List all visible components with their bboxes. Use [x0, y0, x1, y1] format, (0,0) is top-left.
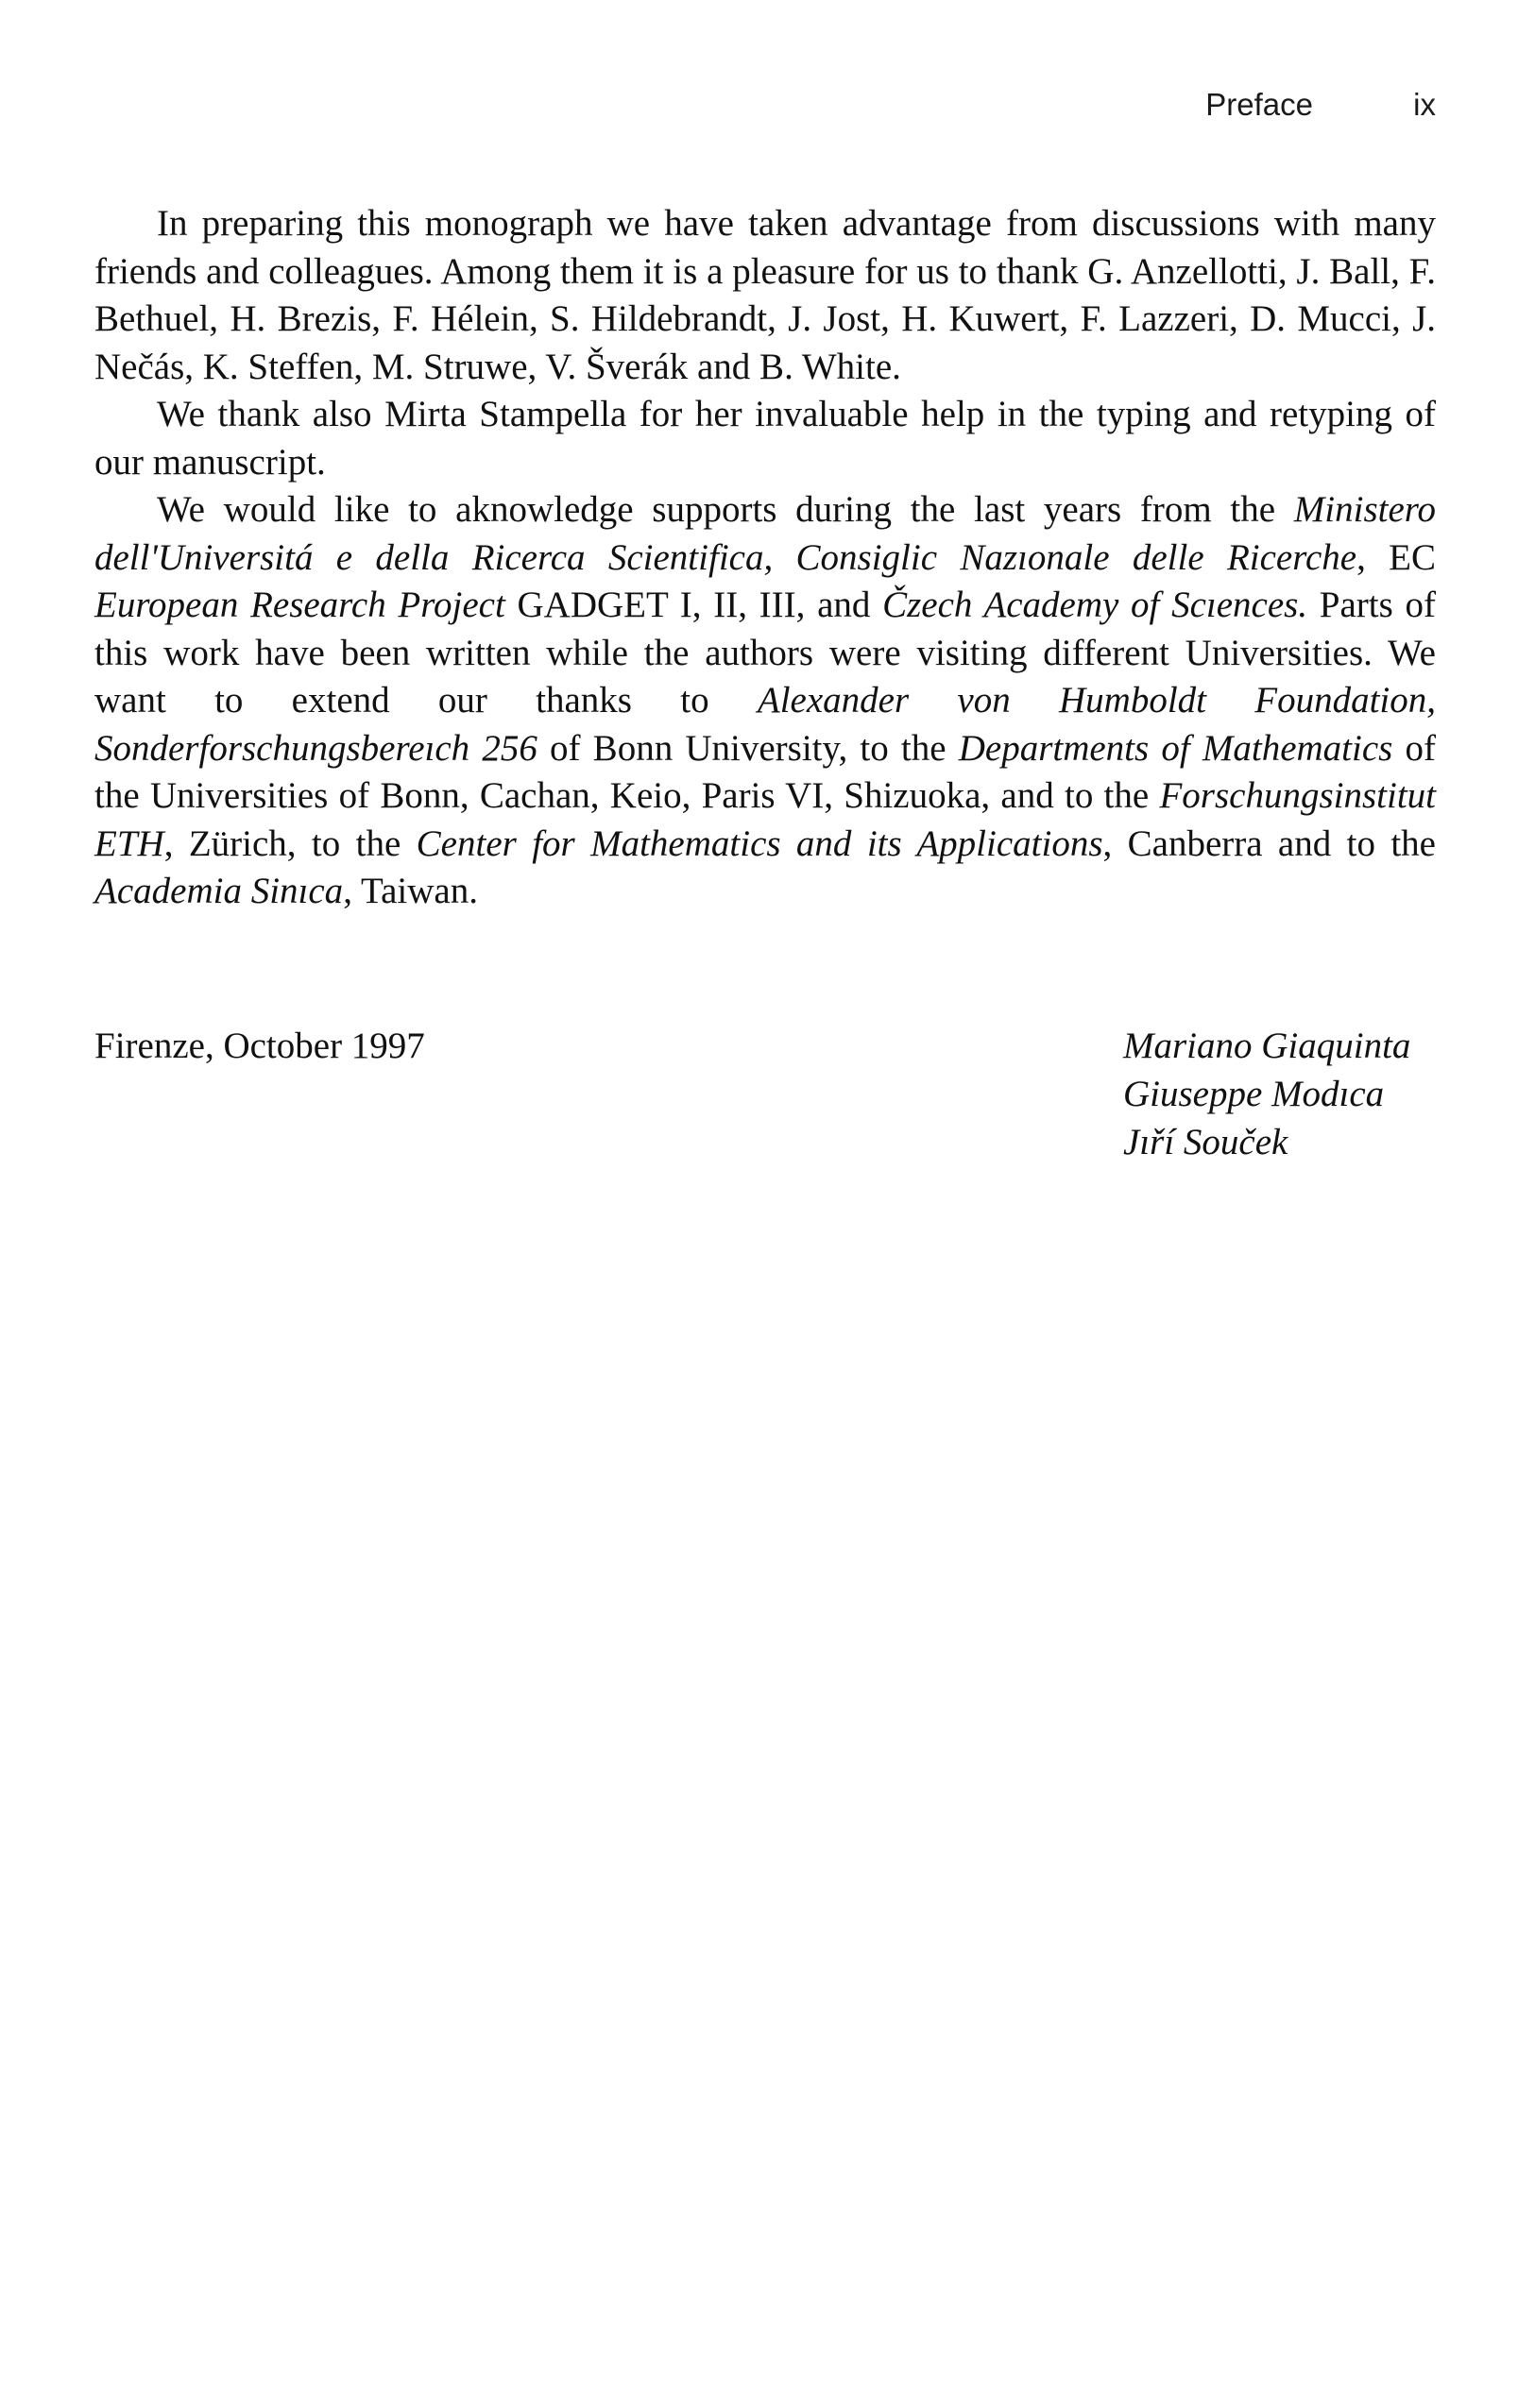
text-run: , EC — [1356, 536, 1436, 578]
text-run: Parts of this work have been written while the authors were visiting different Universities. We want to extend our thanks to — [94, 585, 1436, 721]
running-head-title: Preface — [1205, 87, 1313, 122]
italic-run: Forschungsinstitut ETH — [94, 775, 1436, 864]
italic-run: European Research Project — [94, 585, 505, 625]
text-run: of the Universities of Bonn, Cachan, Keio, Paris VI, Shizuoka, and to the — [94, 727, 1436, 816]
place-date: Firenze, October 1997 — [94, 1026, 425, 1066]
text-run: We would like to aknowledge supports during the last years from the — [157, 489, 1294, 530]
text-run: GADGET I, II, III, and — [504, 585, 883, 625]
author-name: Mariano Giaquinta — [1123, 1026, 1411, 1066]
text-run: , Taiwan. — [343, 871, 478, 911]
italic-run: Alexander von Humboldt Foundation, Sonderforschungsbereıch 256 — [94, 680, 1437, 769]
text-run: , Canberra and to the — [1102, 822, 1436, 864]
page-number: ix — [1413, 87, 1436, 122]
paragraph-acknowledgements-colleagues: In preparing this monograph we have taken advantage from discussions with many friends and colleagues. Among them it is a pleasure for us to thank G. Anzellotti, J. Ball, F. Bethuel, H. Brezis, F. Hélein, S. Hildebrandt, J. Jost, H. Kuwert, F. Lazzeri, D. Mucci, J. Nečás, K. Steffen, M. Struwe, V. Šverák and B. White. — [94, 203, 1436, 387]
author-name: Giuseppe Modıca — [1123, 1074, 1385, 1114]
italic-run: Čzech Academy of Scıences. — [882, 585, 1308, 625]
paragraph-acknowledgements-support — [94, 486, 1436, 916]
italic-run: Departments of Mathematics — [958, 727, 1393, 769]
author-signatures — [1123, 1022, 1410, 1166]
italic-run: Ministero dell'Universitá e della Ricerca Scientifica, Consiglic Nazıonale delle Ricerche — [94, 489, 1436, 578]
running-head — [94, 87, 1436, 132]
text-run: of Bonn University, to the — [537, 727, 959, 769]
paragraph-acknowledgements-typing: We thank also Mirta Stampella for her invaluable help in the typing and retyping of our manuscript. — [94, 394, 1436, 483]
author-name: Jıří Souček — [1123, 1122, 1288, 1162]
text-run: , Zürich, to the — [163, 822, 417, 864]
italic-run: Academia Sinıca — [94, 871, 344, 911]
preface-body — [94, 200, 1436, 916]
italic-run: Center for Mathematics and its Applications — [416, 822, 1103, 864]
